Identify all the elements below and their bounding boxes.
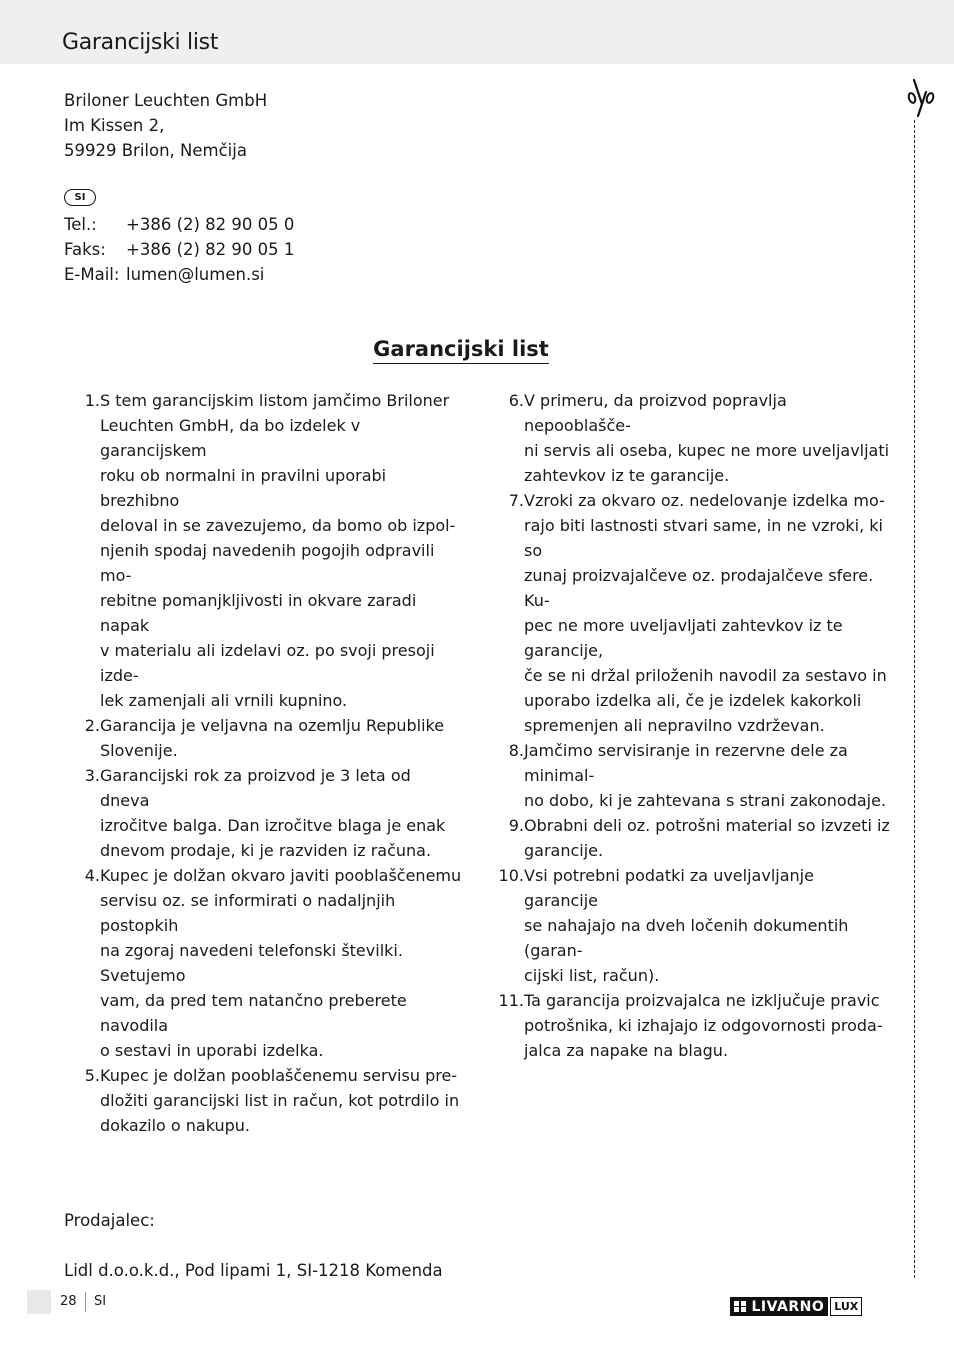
term-number: 6.: [508, 391, 524, 410]
footer-divider: [85, 1292, 86, 1312]
term-number: 2.: [84, 716, 100, 735]
term-text: [524, 813, 890, 863]
cut-line: [914, 100, 915, 1278]
term-number: 8.: [508, 741, 524, 760]
term-line: Leuchten GmbH, da bo izdelek v garancijskem: [100, 416, 361, 460]
term-item: [488, 738, 890, 813]
term-line: izročitve balga. Dan izročitve blaga je enak: [100, 816, 446, 835]
contact-block: [64, 212, 294, 287]
term-text: [100, 1063, 464, 1138]
term-line: jalca za napake na blagu.: [524, 1041, 729, 1060]
term-line: na zgoraj navedeni telefonski številki. Svetujemo: [100, 941, 403, 985]
term-line: S tem garancijskim listom jamčimo Briloner: [100, 391, 450, 410]
term-line: lek zamenjali ali vrnili kupnino.: [100, 691, 348, 710]
term-item: [64, 713, 464, 763]
term-item: [488, 388, 890, 488]
term-line: rajo biti lastnosti stvari same, in ne vzroki, ki so: [524, 516, 883, 560]
term-text: [100, 863, 464, 1063]
term-line: deloval in se zavezujemo, da bomo ob izpol-: [100, 516, 456, 535]
term-number: 7.: [508, 491, 524, 510]
address-line: 59929 Brilon, Nemčija: [64, 141, 247, 160]
term-line: Vsi potrebni podatki za uveljavljanje garancije: [524, 866, 814, 910]
term-line: dnevom prodaje, ki je razviden iz računa.: [100, 841, 432, 860]
document-title: [0, 334, 922, 364]
term-item: [488, 813, 890, 863]
term-text: [100, 763, 464, 863]
term-line: njenih spodaj navedenih pogojih odpravili mo-: [100, 541, 435, 585]
term-line: servisu oz. se informirati o nadaljnjih postopkih: [100, 891, 396, 935]
term-text: [524, 388, 890, 488]
term-line: Kupec je dolžan okvaro javiti pooblaščenemu: [100, 866, 462, 885]
term-item: [488, 863, 890, 988]
tel-label: Tel.:: [64, 215, 97, 234]
term-text: [524, 488, 890, 738]
fax-value: +386 (2) 82 90 05 1: [126, 240, 295, 259]
address-line: Im Kissen 2,: [64, 116, 165, 135]
term-item: [488, 488, 890, 738]
term-line: Obrabni deli oz. potrošni material so izvzeti iz: [524, 816, 890, 835]
term-text: [524, 738, 890, 813]
term-line: potrošnika, ki izhajajo iz odgovornosti proda-: [524, 1016, 883, 1035]
terms-right-column: [488, 388, 890, 1063]
term-line: roku ob normalni in pravilni uporabi brezhibno: [100, 466, 387, 510]
term-text: [524, 988, 890, 1063]
term-item: [64, 1063, 464, 1138]
document-title-text: Garancijski list: [373, 336, 549, 364]
term-item: [64, 763, 464, 863]
term-line: če se ni držal priloženih navodil za sestavo in: [524, 666, 887, 685]
term-line: pec ne more uveljavljati zahtevkov iz te garancije,: [524, 616, 843, 660]
term-line: Garancijski rok za proizvod je 3 leta od dneva: [100, 766, 411, 810]
page-language: SI: [94, 1294, 107, 1309]
logo-squares-icon: [734, 1301, 746, 1313]
term-line: Slovenije.: [100, 741, 178, 760]
term-number: 1.: [84, 391, 100, 410]
brand-name: LIVARNO: [751, 1298, 825, 1315]
term-item: [488, 988, 890, 1063]
brand-logo: [730, 1297, 862, 1316]
country-badge: SI: [64, 189, 96, 206]
term-line: V primeru, da proizvod popravlja nepooblašče-: [524, 391, 787, 435]
term-text: [100, 388, 464, 713]
manufacturer-address: [64, 88, 267, 163]
fax-label: Faks:: [64, 240, 106, 259]
term-item: [64, 863, 464, 1063]
term-line: o sestavi in uporabi izdelka.: [100, 1041, 324, 1060]
term-line: spremenjen ali nepravilno vzdrževan.: [524, 716, 825, 735]
page-number: 28: [60, 1294, 77, 1309]
term-number: 4.: [84, 866, 100, 885]
seller-label: Prodajalec:: [64, 1211, 155, 1230]
term-number: 9.: [508, 816, 524, 835]
term-line: no dobo, ki je zahtevana s strani zakonodaje.: [524, 791, 887, 810]
seller-address: Lidl d.o.o.k.d., Pod lipami 1, SI-1218 Komenda: [64, 1261, 443, 1280]
term-line: Kupec je dolžan pooblaščenemu servisu pre-: [100, 1066, 458, 1085]
term-line: v materialu ali izdelavi oz. po svoji presoji izde-: [100, 641, 435, 685]
scissors-icon: [904, 78, 940, 118]
tel-value: +386 (2) 82 90 05 0: [126, 215, 295, 234]
brand-suffix: LUX: [830, 1297, 862, 1316]
term-line: uporabo izdelka ali, če je izdelek kakorkoli: [524, 691, 862, 710]
email-label: E-Mail:: [64, 265, 120, 284]
brand-logo-main: [730, 1297, 828, 1316]
term-number: 10.: [498, 866, 524, 885]
term-text: [100, 713, 464, 763]
term-line: garancije.: [524, 841, 604, 860]
term-line: zunaj proizvajalčeve oz. prodajalčeve sfere. Ku-: [524, 566, 874, 610]
term-line: Garancija je veljavna na ozemlju Republike: [100, 716, 445, 735]
address-line: Briloner Leuchten GmbH: [64, 91, 268, 110]
page-marker: [27, 1290, 51, 1314]
term-number: 3.: [84, 766, 100, 785]
term-line: cijski list, račun).: [524, 966, 660, 985]
term-text: [524, 863, 890, 988]
term-line: Vzroki za okvaro oz. nedelovanje izdelka mo-: [524, 491, 885, 510]
term-line: dložiti garancijski list in račun, kot potrdilo in: [100, 1091, 460, 1110]
term-line: Jamčimo servisiranje in rezervne dele za minimal-: [524, 741, 848, 785]
term-line: ni servis ali oseba, kupec ne more uveljavljati: [524, 441, 890, 460]
terms-left-column: [64, 388, 464, 1138]
term-line: rebitne pomanjkljivosti in okvare zaradi napak: [100, 591, 417, 635]
page-header-title: Garancijski list: [62, 30, 219, 55]
email-value: lumen@lumen.si: [126, 265, 265, 284]
term-line: zahtevkov iz te garancije.: [524, 466, 730, 485]
term-line: Ta garancija proizvajalca ne izključuje pravic: [524, 991, 880, 1010]
term-number: 5.: [84, 1066, 100, 1085]
term-line: se nahajajo na dveh ločenih dokumentih (garan-: [524, 916, 849, 960]
term-line: vam, da pred tem natančno preberete navodila: [100, 991, 407, 1035]
term-item: [64, 388, 464, 713]
term-number: 11.: [498, 991, 524, 1010]
term-line: dokazilo o nakupu.: [100, 1116, 251, 1135]
